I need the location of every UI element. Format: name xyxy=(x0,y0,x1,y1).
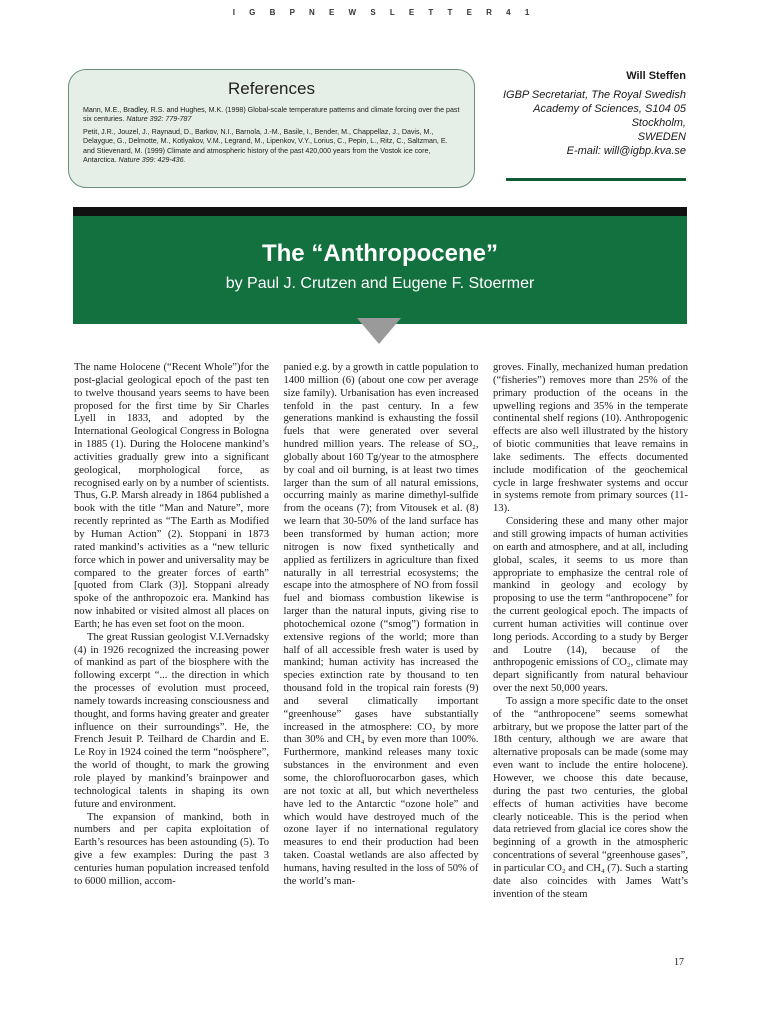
author-affiliation-line: IGBP Secretariat, The Royal Swedish xyxy=(502,89,686,101)
paragraph: The expansion of mankind, both in numbers and per capita exploitation of Earth’s resources has been astounding (5). To give a few examples: During the past 3 centuries human population increased tenfold to 6000 million, accom- xyxy=(74,811,269,887)
author-affiliation-line: SWEDEN xyxy=(637,131,686,143)
column-1 xyxy=(74,362,269,948)
author-affiliation-line: Academy of Sciences, S104 05 xyxy=(533,103,686,115)
reference-item xyxy=(83,128,460,166)
author-email: E-mail: will@igbp.kva.se xyxy=(566,145,686,157)
column-2 xyxy=(284,362,479,948)
author-name: Will Steffen xyxy=(626,70,686,82)
banner-arrow-icon xyxy=(357,318,401,344)
column-3 xyxy=(493,362,688,948)
references-heading: References xyxy=(228,79,315,98)
running-header: I G B P N E W S L E T T E R 4 1 xyxy=(232,8,536,17)
page-number: 17 xyxy=(674,957,684,968)
article-byline: by Paul J. Crutzen and Eugene F. Stoermer xyxy=(225,275,535,292)
paragraph: To assign a more specific date to the onset of the “anthropocene” seems somewhat arbitrary, but we propose the latter part of the 18th century, although we are aware that alternative proposals can be made (some may even want to include the entire holocene). However, we choose this date because, during the past two centuries, the global effects of human activities have become clearly noticeable. This is the period when data retrieved from glacial ice cores show the beginning of a growth in the atmospheric concentrations of several “greenhouse gases”, in particular CO₂ and CH₄ (7). Such a starting date also coincides with James Watt’s invention of the steam xyxy=(493,695,688,900)
paragraph: panied e.g. by a growth in cattle population to 1400 million (6) (about one cow per average size family). Urbanisation has even increased tenfold in the past century. In a few generations mankind is exhausting the fossil fuels that were generated over several hundred million years. The release of SO₂, globally about 160 Tg/year to the atmosphere by coal and oil burning, is at least two times larger than the sum of all natural emissions, occurring mainly as marine dimethyl-sulfide from the oceans (7); from Vitousek et al. (8) we learn that 30-50% of the land surface has been transformed by human action; more nitrogen is now fixed synthetically and applied as fertilizers in agriculture than fixed naturally in all terrestrial ecosystems; the escape into the atmosphere of NO from fossil fuel and biomass combustion likewise is larger than the natural inputs, giving rise to photochemical ozone (“smog”) formation in extensive regions of the world; more than half of all accessible fresh water is used by mankind; human activity has increased the species extinction rate by thousand to ten thousand fold in the tropical rain forests (9) and several climatically important “greenhouse” gases have substantially increased in the atmosphere: CO₂ by more than 30% and CH₄ by even more than 100%. Furthermore, mankind releases many toxic substances in the environment and even some, the chlorofluorocarbon gases, which are not toxic at all, but which nevertheless have led to the Antarctic “ozone hole” and which would have destroyed much of the ozone layer if no international regulatory measures to end their production had been taken. Coastal wetlands are also affected by humans, having resulted in the loss of 50% of the world’s man- xyxy=(283,362,479,887)
paragraph: groves. Finally, mechanized human predation (“fisheries”) removes more than 25% of the primary production of the oceans in the upwelling regions and 35% in the temperate continental shelf regions (10). Anthropogenic effects are also well illustrated by the history of biotic communities that leave remains in lake sediments. The effects documented include modification of the geochemical cycle in large freshwater systems and occur in systems remote from primary sources (11-13). xyxy=(493,362,688,515)
paragraph: The name Holocene (“Recent Whole”)for the post-glacial geological epoch of the past ten to twelve thousand years seems to have been proposed for the first time by Sir Charles Lyell in 1833, and adopted by the International Geological Congress in Bologna in 1885 (1). During the Holocene mankind’s activities gradually grew into a significant geological, morphological force, as recognised early on by a number of scientists. Thus, G.P. Marsh already in 1864 published a book with the title “Man and Nature”, more recently reprinted as “The Earth as Modified by Human Action” (2). Stoppani in 1873 rated mankind’s activities as a “new telluric force which in power and universality may be compared to the greater forces of earth” [quoted from Clark (3)]. Stoppani already spoke of the anthropozoic era. Mankind has now inhabited or visited almost all places on Earth; he has even set foot on the moon. xyxy=(74,362,269,630)
reference-text: Mann, M.E., Bradley, R.S. and Hughes, M.K. (1998) Global-scale temperature patterns and climate forcing over the past six centuries. xyxy=(83,106,460,124)
reference-item xyxy=(83,106,460,125)
article-banner xyxy=(73,207,687,324)
divider-rule xyxy=(506,178,686,181)
paragraph: The great Russian geologist V.I.Vernadsky (4) in 1926 recognized the increasing power of mankind as part of the biosphere with the following excerpt “... the direction in which the processes of evolution must proceed, namely towards increasing consciousness and thought, and forms having greater and greater influence on their surroundings”. He, the French Jesuit P. Teilhard de Chardin and E. Le Roy in 1924 coined the term “noösphere”, the world of thought, to mark the growing role played by mankind’s brainpower and technological talents in shaping its own future and environment. xyxy=(74,631,269,810)
paragraph: Considering these and many other major and still growing impacts of human activities on earth and atmosphere, and at all, including global, scales, it seems to us more than appropriate to emphasize the central role of mankind in geology and ecology by proposing to use the term “anthropocene” for the current geological epoch. The impacts of current human activities will continue over long periods. According to a study by Berger and Loutre (14), because of the anthropogenic emissions of CO₂, climate may depart significantly from natural behaviour over the next 50,000 years. xyxy=(493,516,688,695)
author-block xyxy=(436,69,686,158)
reference-journal: Nature 399: 429-436. xyxy=(118,156,186,165)
reference-text: Petit, J.R., Jouzel, J., Raynaud, D., Barkov, N.I., Barnola, J.-M., Basile, I., Bender, M., Chappellaz, J., Davis, M., Delaygue, G., Delmotte, M., Kotlyakov, V.M., Legrand, M., Lipenkov, V.Y., Lorius, C., Pepin, L., Ritz, C., Saltzman, E. and Stievenard, M. (1999) Climate and atmospheric history of the past 420,000 years from the Vostok ice core, Antarctica. xyxy=(83,127,448,165)
author-affiliation-line: Stockholm, xyxy=(631,117,686,129)
reference-journal: Nature 392: 779-787 xyxy=(126,115,192,124)
references-box xyxy=(68,69,475,188)
article-body xyxy=(74,362,688,948)
article-title: The “Anthropocene” xyxy=(261,240,498,267)
